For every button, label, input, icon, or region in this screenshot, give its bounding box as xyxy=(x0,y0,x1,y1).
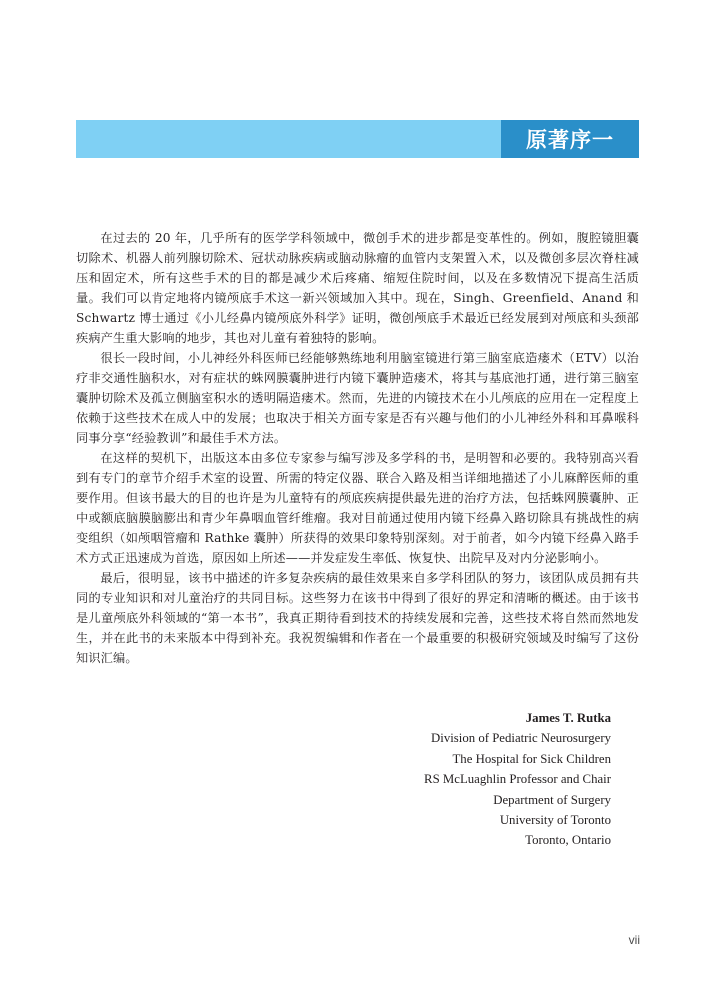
section-title: 原著序一 xyxy=(526,128,614,152)
preface-body xyxy=(76,228,639,668)
paragraph-1: 在过去的 20 年，几乎所有的医学学科领域中，微创手术的进步都是变革性的。例如，腹腔镜胆囊切除术、机器人前列腺切除术、冠状动脉疾病或脑动脉瘤的血管内支架置入术，以及微创多层次脊柱减压和固定术，所有这些手术的目的都是减少术后疼痛、缩短住院时间，以及在多数情况下提高生活质量。我们可以肯定地将内镜颅底手术这一新兴领域加入其中。现在，Singh、Greenfield、Anand 和 Schwartz 博士通过《小儿经鼻内镜颅底外科学》证明，微创颅底手术最近已经发展到对颅底和头颈部疾病产生重大影响的地步，其也对儿童有着独特的影响。 xyxy=(76,231,639,345)
page-number: vii xyxy=(628,933,640,947)
author-affiliation-line: RS McLuaghlin Professor and Chair xyxy=(424,772,611,787)
paragraph-2: 很长一段时间，小儿神经外科医师已经能够熟练地利用脑室镜进行第三脑室底造瘘术（ETV）以治疗非交通性脑积水，对有症状的蛛网膜囊肿进行内镜下囊肿造瘘术，将其与基底池打通，进行第三脑室囊肿切除术及孤立侧脑室积水的透明隔造瘘术。然而，先进的内镜技术在小儿颅底的应用在一定程度上依赖于这些技术在成人中的发展；也取决于相关方面专家是否有兴趣与他们的小儿神经外科和耳鼻喉科同事分享“经验教训”和最佳手术方法。 xyxy=(76,351,639,445)
paragraph-4: 最后，很明显，该书中描述的许多复杂疾病的最佳效果来自多学科团队的努力，该团队成员拥有共同的专业知识和对儿童治疗的共同目标。这些努力在该书中得到了很好的界定和清晰的概述。由于该书是儿童颅底外科领域的“第一本书”，我真正期待看到技术的持续发展和完善，这些技术将自然而然地发生，并在此书的未来版本中得到补充。我祝贺编辑和作者在一个最重要的积极研究领域及时编写了这份知识汇编。 xyxy=(76,571,639,665)
paragraph-3: 在这样的契机下，出版这本由多位专家参与编写涉及多学科的书，是明智和必要的。我特别高兴看到有专门的章节介绍手术室的设置、所需的特定仪器、联合入路及相当详细地描述了小儿麻醉医师的重要作用。但该书最大的目的也许是为儿童特有的颅底疾病提供最先进的治疗方法，包括蛛网膜囊肿、正中或额底脑膜脑膨出和青少年鼻咽血管纤维瘤。我对目前通过使用内镜下经鼻入路切除具有挑战性的病变组织（如颅咽管瘤和 Rathke 囊肿）所获得的效果印象特别深刻。对于前者，如今内镜下经鼻入路手术方式正迅速成为首选，原因如上所述——并发症发生率低、恢复快、出院早及对内分泌影响小。 xyxy=(76,451,639,565)
author-affiliation-line: The Hospital for Sick Children xyxy=(452,751,611,766)
section-title-box xyxy=(501,120,639,158)
author-affiliation-line: University of Toronto xyxy=(499,813,611,828)
author-affiliation-line: Department of Surgery xyxy=(493,792,611,807)
author-affiliation-line: Toronto, Ontario xyxy=(525,833,611,848)
author-affiliation-line: Division of Pediatric Neurosurgery xyxy=(431,731,611,746)
section-header-band xyxy=(76,120,639,158)
author-signature-block xyxy=(424,708,611,851)
author-name: James T. Rutka xyxy=(525,711,611,725)
